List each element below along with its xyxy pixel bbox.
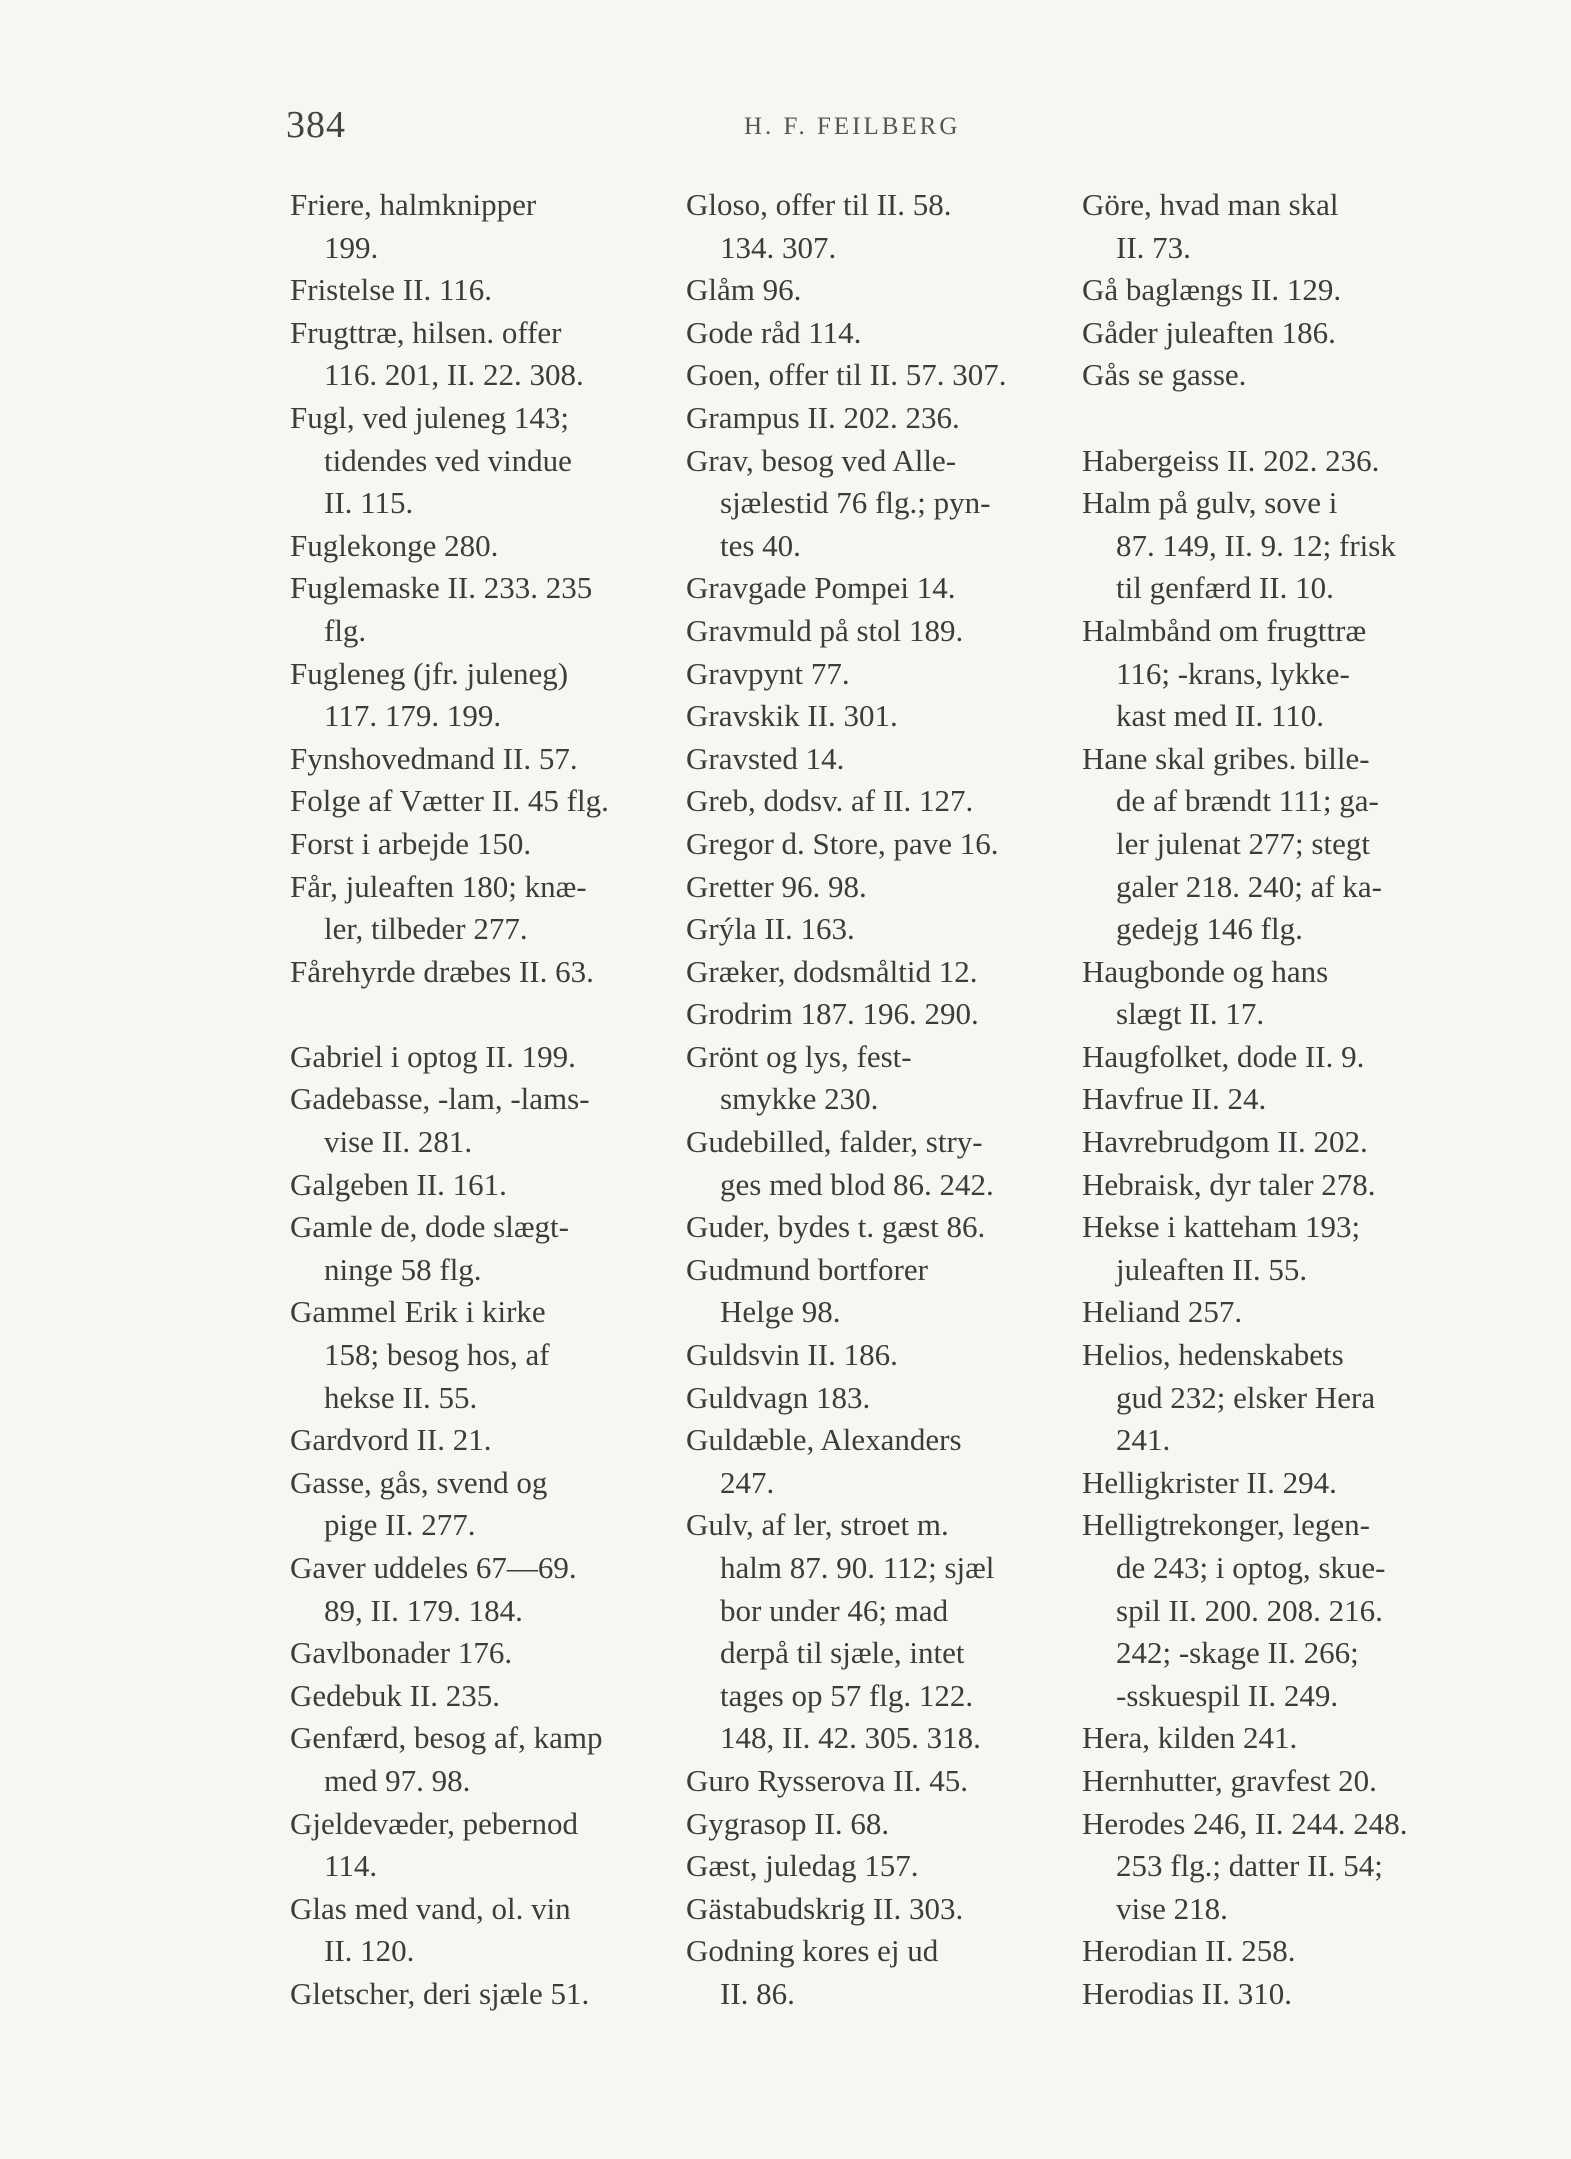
index-entry-continuation: 241. — [1116, 1422, 1171, 1458]
index-entry: Hane skal gribes. bille- — [1082, 740, 1370, 776]
index-entry-continuation: 253 flg.; datter II. 54; — [1116, 1848, 1383, 1884]
index-entry: Habergeiss II. 202. 236. — [1082, 442, 1380, 478]
index-entry: Goen, offer til II. 57. 307. — [686, 357, 1007, 393]
index-entry: Gode råd 114. — [686, 314, 862, 350]
index-entry: Haugfolket, dode II. 9. — [1082, 1038, 1365, 1074]
index-entry: Fynshovedmand II. 57. — [290, 740, 578, 776]
index-entry: Gravpynt 77. — [686, 655, 850, 691]
index-entry-continuation: 199. — [324, 229, 379, 265]
index-entry: Gravskik II. 301. — [686, 698, 898, 734]
index-entry-continuation: II. 86. — [720, 1975, 795, 2011]
index-entry-continuation: tidendes ved vindue — [324, 442, 572, 478]
index-entry-continuation: tes 40. — [720, 527, 801, 563]
index-entry: Gaver uddeles 67—69. — [290, 1550, 577, 1585]
index-entry: Gardvord II. 21. — [290, 1422, 492, 1458]
index-entry-continuation: gedejg 146 flg. — [1116, 911, 1303, 947]
section-gap — [290, 993, 670, 1036]
index-entry-continuation: halm 87. 90. 112; sjæl — [720, 1550, 995, 1585]
index-entry-continuation: ges med blod 86. 242. — [720, 1166, 994, 1202]
index-entry: Gåder juleaften 186. — [1082, 314, 1336, 350]
index-entry: Gretter 96. 98. — [686, 868, 867, 904]
index-entry-continuation: gud 232; elsker Hera — [1116, 1379, 1376, 1415]
running-head: H. F. FEILBERG — [744, 113, 961, 140]
index-entry: Havrebrudgom II. 202. — [1082, 1124, 1368, 1160]
index-entry: Galgeben II. 161. — [290, 1166, 507, 1202]
index-entry: Guldsvin II. 186. — [686, 1337, 898, 1373]
index-column-1 — [290, 184, 670, 2016]
index-entry-continuation: vise 218. — [1116, 1890, 1228, 1926]
index-entry-continuation: II. 115. — [324, 485, 414, 521]
index-entry: Hebraisk, dyr taler 278. — [1082, 1166, 1376, 1202]
index-entry: Får, juleaften 180; knæ- — [290, 868, 587, 904]
index-entry: Gulv, af ler, stroet m. — [686, 1507, 949, 1543]
index-entry: Forst i arbejde 150. — [290, 825, 532, 861]
index-entry: Herodes 246, II. 244. 248. — [1082, 1805, 1408, 1841]
index-entry-continuation: 148, II. 42. 305. 318. — [720, 1720, 981, 1756]
index-entry: Gravmuld på stol 189. — [686, 612, 964, 648]
index-entry-continuation: de 243; i optog, skue- — [1116, 1550, 1386, 1585]
index-entry-continuation: 114. — [324, 1848, 378, 1884]
index-entry: Gedebuk II. 235. — [290, 1677, 501, 1713]
page-number: 384 — [286, 104, 346, 146]
index-entry: Godning kores ej ud — [686, 1933, 939, 1969]
index-entry: Gygrasop II. 68. — [686, 1805, 890, 1841]
index-entry: Grönt og lys, fest- — [686, 1038, 912, 1074]
index-entry: Gregor d. Store, pave 16. — [686, 825, 999, 861]
index-entry: Guldvagn 183. — [686, 1379, 871, 1415]
index-entry: Frugttræ, hilsen. offer — [290, 314, 562, 350]
index-entry: Gabriel i optog II. 199. — [290, 1038, 576, 1074]
index-entry: Gå baglængs II. 129. — [1082, 272, 1342, 308]
index-entry: Genfærd, besog af, kamp — [290, 1720, 603, 1756]
index-entry-continuation: ler julenat 277; stegt — [1116, 825, 1370, 861]
index-entry-continuation: vise II. 281. — [324, 1124, 473, 1160]
index-column-2 — [686, 184, 1056, 2016]
index-entry: Gadebasse, -lam, -lams- — [290, 1081, 590, 1117]
index-entry-continuation: sjælestid 76 flg.; pyn- — [720, 485, 991, 521]
index-entry: Halm på gulv, sove i — [1082, 485, 1338, 521]
index-entry: Havfrue II. 24. — [1082, 1081, 1267, 1117]
index-entry: Gloso, offer til II. 58. — [686, 187, 952, 222]
index-entry: Grav, besog ved Alle- — [686, 442, 957, 478]
index-entry: Fugl, ved juleneg 143; — [290, 399, 569, 435]
index-entry: Fuglemaske II. 233. 235 — [290, 570, 593, 606]
index-entry: Helligtrekonger, legen- — [1082, 1507, 1370, 1543]
index-entry: Helligkrister II. 294. — [1082, 1464, 1337, 1500]
index-entry-continuation: 134. 307. — [720, 229, 837, 265]
index-entry: Grodrim 187. 196. 290. — [686, 996, 979, 1032]
index-entry-continuation: juleaften II. 55. — [1116, 1251, 1308, 1287]
index-entry-continuation: flg. — [324, 612, 367, 648]
index-entry: Herodias II. 310. — [1082, 1975, 1293, 2011]
index-entry-continuation: kast med II. 110. — [1116, 698, 1325, 734]
index-entry-continuation: 247. — [720, 1464, 775, 1500]
index-entry: Gästabudskrig II. 303. — [686, 1890, 964, 1926]
index-entry: Hera, kilden 241. — [1082, 1720, 1298, 1756]
index-entry: Gammel Erik i kirke — [290, 1294, 546, 1330]
index-entry: Gravgade Pompei 14. — [686, 570, 956, 606]
index-entry-continuation: spil II. 200. 208. 216. — [1116, 1592, 1383, 1628]
index-entry: Halmbånd om frugttræ — [1082, 612, 1367, 648]
index-entry-continuation: -sskuespil II. 249. — [1116, 1677, 1339, 1713]
index-entry-continuation: Helge 98. — [720, 1294, 841, 1330]
index-column-3 — [1082, 184, 1452, 2016]
index-entry: Glas med vand, ol. vin — [290, 1890, 571, 1926]
index-entry: Grýla II. 163. — [686, 911, 855, 947]
index-entry: Gletscher, deri sjæle 51. — [290, 1975, 590, 2011]
index-entry-continuation: til genfærd II. 10. — [1116, 570, 1334, 606]
index-entry: Guldæble, Alexanders — [686, 1422, 962, 1458]
index-entry-continuation: ninge 58 flg. — [324, 1251, 482, 1287]
index-entry: Herodian II. 258. — [1082, 1933, 1296, 1969]
index-entry: Gudebilled, falder, stry- — [686, 1124, 983, 1160]
index-entry-continuation: 116; -krans, lykke- — [1116, 655, 1350, 691]
index-entry-continuation: pige II. 277. — [324, 1507, 476, 1543]
index-entry-continuation: 117. 179. 199. — [324, 698, 502, 734]
index-entry: Friere, halmknipper — [290, 187, 537, 222]
index-entry-continuation: tages op 57 flg. 122. — [720, 1677, 974, 1713]
index-entry: Helios, hedenskabets — [1082, 1337, 1344, 1373]
index-entry-continuation: med 97. 98. — [324, 1762, 471, 1798]
index-entry: Fugleneg (jfr. juleneg) — [290, 655, 569, 691]
index-entry: Gasse, gås, svend og — [290, 1464, 548, 1500]
index-entry: Gjeldevæder, pebernod — [290, 1805, 578, 1841]
index-entry: Gås se gasse. — [1082, 357, 1247, 393]
index-entry: Græker, dodsmåltid 12. — [686, 953, 978, 989]
index-entry-continuation: slægt II. 17. — [1116, 996, 1265, 1032]
index-entry-continuation: 87. 149, II. 9. 12; frisk — [1116, 527, 1396, 563]
index-entry-continuation: derpå til sjæle, intet — [720, 1635, 965, 1671]
index-entry-continuation: 242; -skage II. 266; — [1116, 1635, 1359, 1671]
index-entry: Fårehyrde dræbes II. 63. — [290, 953, 594, 989]
index-entry-continuation: 89, II. 179. 184. — [324, 1592, 523, 1628]
index-entry: Gamle de, dode slægt- — [290, 1209, 569, 1245]
index-entry-continuation: ler, tilbeder 277. — [324, 911, 528, 947]
index-entry: Fristelse II. 116. — [290, 272, 493, 308]
index-entry-continuation: galer 218. 240; af ka- — [1116, 868, 1382, 904]
index-entry-continuation: 116. 201, II. 22. 308. — [324, 357, 584, 393]
index-entry: Heliand 257. — [1082, 1294, 1243, 1330]
index-entry: Fuglekonge 280. — [290, 527, 499, 563]
index-entry: Guro Rysserova II. 45. — [686, 1762, 969, 1798]
index-entry-continuation: de af brændt 111; ga- — [1116, 783, 1379, 819]
index-entry: Göre, hvad man skal — [1082, 187, 1339, 222]
index-entry: Gravsted 14. — [686, 740, 845, 776]
index-entry: Guder, bydes t. gæst 86. — [686, 1209, 986, 1245]
index-entry-continuation: bor under 46; mad — [720, 1592, 949, 1628]
index-entry-continuation: II. 73. — [1116, 229, 1191, 265]
index-entry: Greb, dodsv. af II. 127. — [686, 783, 974, 819]
index-entry-continuation: smykke 230. — [720, 1081, 879, 1117]
index-entry: Gæst, juledag 157. — [686, 1848, 919, 1884]
section-gap — [1082, 397, 1452, 440]
index-entry: Gudmund bortforer — [686, 1251, 928, 1287]
index-entry: Glåm 96. — [686, 272, 802, 308]
index-entry-continuation: 158; besog hos, af — [324, 1337, 550, 1373]
index-entry: Grampus II. 202. 236. — [686, 399, 960, 435]
index-entry: Folge af Vætter II. 45 flg. — [290, 783, 609, 819]
index-entry: Hernhutter, gravfest 20. — [1082, 1762, 1377, 1798]
index-entry-continuation: hekse II. 55. — [324, 1379, 478, 1415]
index-entry: Gavlbonader 176. — [290, 1635, 513, 1671]
index-entry-continuation: II. 120. — [324, 1933, 415, 1969]
index-entry: Hekse i katteham 193; — [1082, 1209, 1361, 1245]
index-entry: Haugbonde og hans — [1082, 953, 1329, 989]
